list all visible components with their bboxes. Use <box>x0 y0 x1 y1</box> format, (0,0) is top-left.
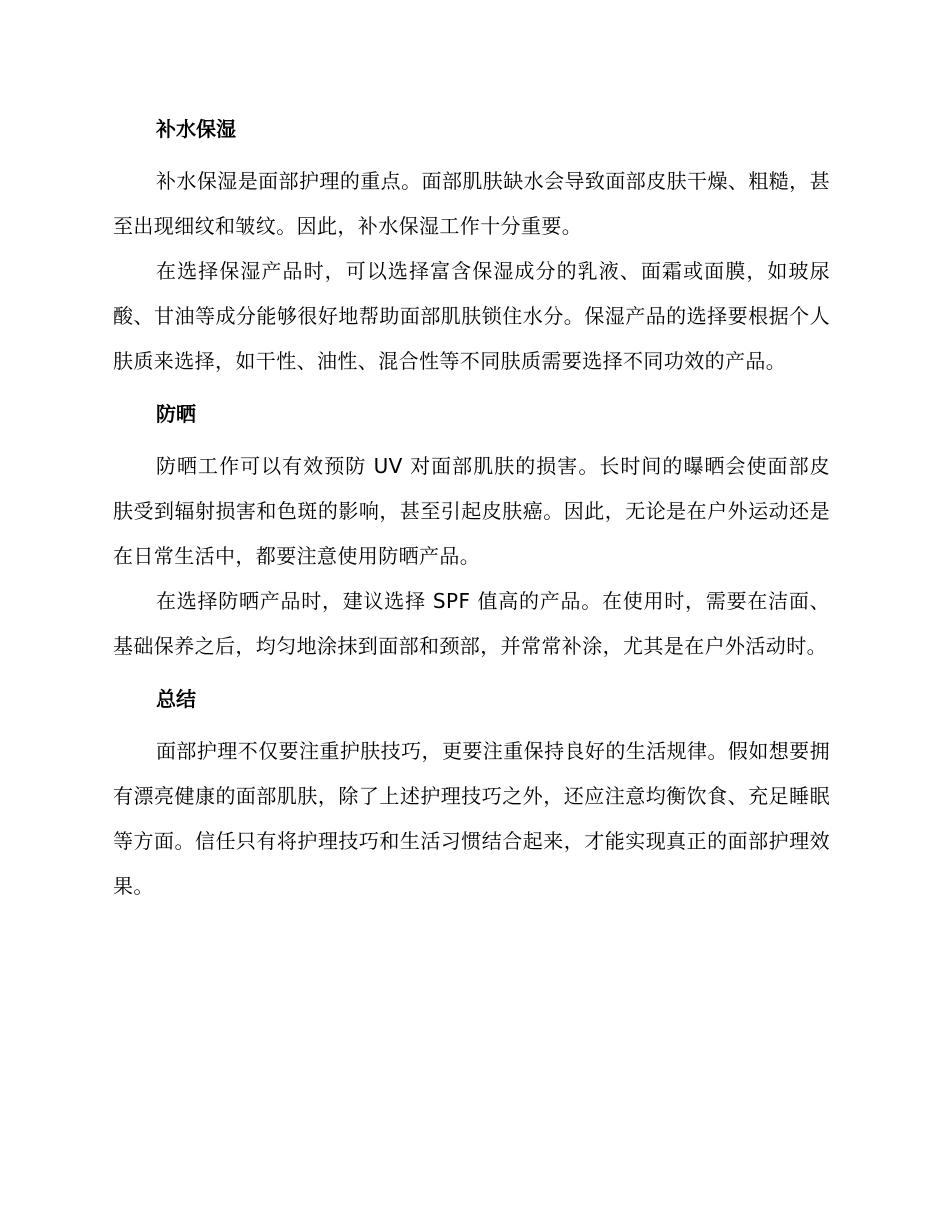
document-page <box>113 113 830 909</box>
section-summary <box>113 683 830 909</box>
paragraph: 在选择保湿产品时，可以选择富含保湿成分的乳液、面霜或面膜，如玻尿酸、甘油等成分能够很好地帮助面部肌肤锁住水分。保湿产品的选择要根据个人肤质来选择，如干性、油性、混合性等不同肤质需要选择不同功效的产品。 <box>113 259 830 373</box>
section-hydration <box>113 113 830 384</box>
section-sunscreen <box>113 398 830 669</box>
section-heading: 防晒 <box>156 402 196 426</box>
paragraph: 防晒工作可以有效预防 UV 对面部肌肤的损害。长时间的曝晒会使面部皮肤受到辐射损害和色斑的影响，甚至引起皮肤癌。因此，无论是在户外运动还是在日常生活中，都要注意使用防晒产品。 <box>113 454 830 568</box>
paragraph: 补水保湿是面部护理的重点。面部肌肤缺水会导致面部皮肤干燥、粗糙，甚至出现细纹和皱纹。因此，补水保湿工作十分重要。 <box>113 169 830 238</box>
paragraph: 在选择防晒产品时，建议选择 SPF 值高的产品。在使用时，需要在洁面、基础保养之后，均匀地涂抹到面部和颈部，并常常补涂，尤其是在户外活动时。 <box>113 589 830 658</box>
paragraph: 面部护理不仅要注重护肤技巧，更要注重保持良好的生活规律。假如想要拥有漂亮健康的面部肌肤，除了上述护理技巧之外，还应注意均衡饮食、充足睡眠等方面。信任只有将护理技巧和生活习惯结合起来，才能实现真正的面部护理效果。 <box>113 739 830 898</box>
section-heading: 补水保湿 <box>156 117 236 141</box>
section-heading: 总结 <box>156 687 196 711</box>
